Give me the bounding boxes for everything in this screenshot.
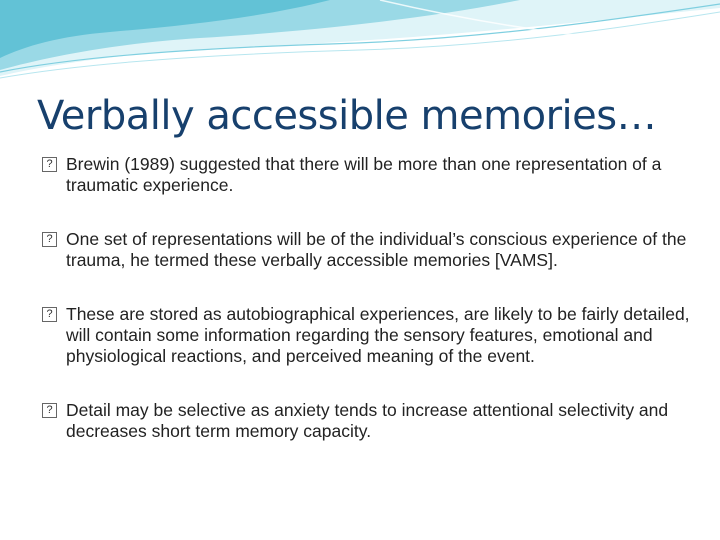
bullet-item	[42, 154, 692, 196]
bullet-placeholder-icon: ?	[42, 307, 57, 322]
slide-title: Verbally accessible memories…	[37, 93, 657, 139]
bullet-placeholder-icon: ?	[42, 403, 57, 418]
bullet-placeholder-icon: ?	[42, 157, 57, 172]
bullet-text: Detail may be selective as anxiety tends to increase attentional selectivity and decreases short term memory capacity.	[66, 400, 669, 441]
bullet-item	[42, 400, 692, 442]
bullet-list	[42, 154, 692, 442]
header-wave-decoration	[0, 0, 720, 90]
bullet-text: Brewin (1989) suggested that there will be more than one representation of a traumatic experience.	[66, 154, 662, 195]
bullet-text: These are stored as autobiographical experiences, are likely to be fairly detailed, will contain some information regarding the sensory features, emotional and physiological reactions, and perceived meaning of the event.	[66, 304, 690, 366]
bullet-item	[42, 229, 692, 271]
bullet-text: One set of representations will be of the individual’s conscious experience of the trauma, he termed these verbally accessible memories [VAMS].	[66, 229, 687, 270]
bullet-item	[42, 304, 692, 367]
bullet-placeholder-icon: ?	[42, 232, 57, 247]
